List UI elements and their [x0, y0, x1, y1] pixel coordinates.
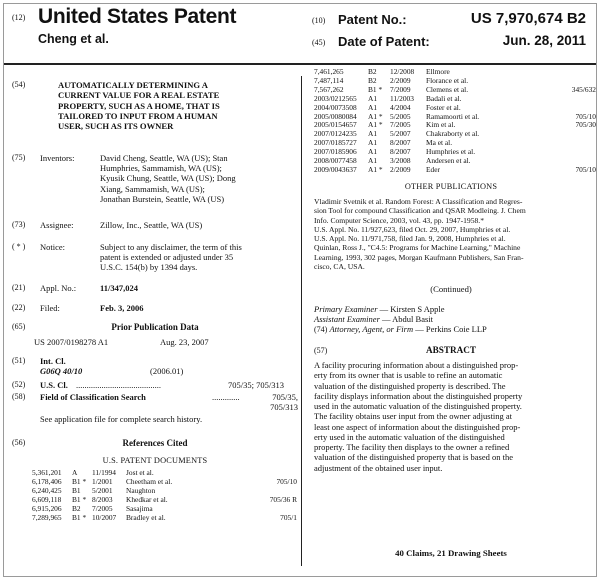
intcl-label: Int. Cl.	[40, 356, 66, 366]
ref-name: Bradley et al.	[126, 512, 166, 522]
ref-kind: B2	[368, 67, 377, 76]
patent-cover-page	[3, 3, 597, 577]
ref-name: Naughton	[126, 485, 156, 495]
inventor-line: Xiang, Sammamish, WA (US);	[100, 183, 205, 194]
search-label: Field of Classification Search	[40, 392, 146, 402]
search-code: (58)	[12, 392, 26, 401]
filed-value: Feb. 3, 2006	[100, 303, 144, 313]
ref-number: 6,240,425	[32, 485, 62, 495]
ref-kind: B2	[368, 75, 377, 85]
inventor-line: Jonathan Burstein, Seattle, WA (US)	[100, 193, 225, 204]
ref-date: 3/2008	[390, 156, 411, 166]
ref-date: 8/2007	[390, 138, 411, 148]
ref-number: 2007/0185906	[314, 147, 357, 157]
uscl-label: U.S. Cl.	[40, 380, 68, 390]
ref-kind: B1 *	[72, 476, 87, 486]
refs-code: (56)	[12, 438, 26, 447]
ref-kind: A1	[368, 129, 378, 139]
ref-kind: A1 *	[368, 120, 383, 130]
appl-label: Appl. No.:	[40, 283, 77, 293]
ref-name: Humphries et al.	[426, 147, 476, 157]
ref-date: 5/2007	[390, 129, 411, 139]
ref-number: 2007/0185727	[314, 138, 357, 148]
examiners	[314, 304, 596, 336]
ref-date: 8/2003	[92, 494, 113, 504]
ref-class: 705/10	[575, 111, 596, 121]
other-pub-line: sion Tool for compound Classification and QSAR Modleing. J. Chem	[314, 206, 526, 216]
ref-name: Cheetham et al.	[126, 476, 173, 486]
ref-number: 7,289,965	[32, 512, 62, 522]
ref-number: 2008/0077458	[314, 156, 357, 166]
abstract-line: A facility procuring information about a distinguished prop-	[314, 360, 519, 370]
other-pub-line: Quinlan, Ross J., "C4.5: Programs for Machine Learning," Machine	[314, 243, 521, 253]
assistant-examiner: — Abdul Basit	[382, 314, 434, 325]
abstract-line: erty from its owner that is usable to refine an automatic	[314, 370, 503, 381]
refs-heading: References Cited	[122, 438, 188, 448]
ref-name: Foster et al.	[426, 102, 461, 112]
other-pub-line: U.S. Appl. No. 11/927,623, filed Oct. 29, 2007, Humphries et al.	[314, 224, 511, 234]
ref-kind: B1 *	[72, 494, 87, 504]
other-pub-line: Vladimir Svetnik et al. Random Forest: A Classification and Regres-	[314, 197, 523, 206]
search-note: See application file for complete search history.	[40, 414, 203, 424]
ref-number: 5,361,201	[32, 468, 62, 477]
ref-kind: A1 *	[368, 164, 383, 174]
ref-date: 5/2005	[390, 111, 411, 121]
assistant-examiner-label: Assistant Examiner	[314, 314, 380, 325]
ref-date: 7/2005	[390, 120, 411, 130]
ref-date: 7/2009	[390, 84, 411, 94]
date-label: Date of Patent:	[338, 34, 430, 49]
code-12: (12)	[12, 13, 26, 22]
appl-code: (21)	[12, 283, 26, 292]
prior-pub-number: US 2007/0198278 A1	[34, 337, 109, 347]
abstract-line: used in the automatic valuation of the distinguished property.	[314, 401, 522, 411]
uscl-leader: ........................................	[76, 380, 161, 390]
invention-title	[58, 80, 298, 131]
attorney-code: (74)	[314, 325, 328, 335]
ref-name: Ellmore	[426, 67, 450, 76]
column-divider	[301, 76, 302, 566]
intcl-class: G06Q 40/10	[40, 366, 83, 376]
header-rule	[4, 63, 596, 65]
continued-note: (Continued)	[430, 284, 472, 294]
ref-name: Kim et al.	[426, 120, 456, 130]
ref-name: Chakraborty et al.	[426, 129, 480, 139]
ref-class	[554, 139, 596, 148]
patent-number: US 7,970,674 B2	[470, 10, 586, 27]
ref-name: Badali et al.	[426, 93, 462, 103]
search-value-1: 705/35,	[272, 392, 298, 402]
ref-date: 10/2007	[92, 512, 117, 522]
ref-date: 4/2004	[390, 102, 411, 112]
abstract-line: facility displays information about the distinguished property	[314, 390, 523, 401]
ref-number: 2005/0080084	[314, 111, 357, 121]
ref-date: 11/1994	[92, 468, 116, 477]
ref-class	[554, 95, 596, 104]
ref-name: Khedkar et al.	[126, 494, 168, 504]
primary-examiner-label: Primary Examiner	[314, 304, 378, 314]
code-10: (10)	[312, 16, 326, 25]
us-refs-table-right	[314, 68, 596, 175]
notice-line: Subject to any disclaimer, the term of this	[100, 242, 242, 252]
ref-date: 8/2007	[390, 147, 411, 157]
ref-date: 2/2009	[390, 164, 411, 174]
ref-kind: B1	[72, 485, 81, 495]
inventors-short: Cheng et al.	[38, 32, 109, 46]
inventors-list	[100, 153, 298, 204]
title-line: TAILORED TO INPUT FROM A HUMAN	[58, 110, 218, 121]
ref-class	[554, 130, 596, 139]
ref-date: 11/2003	[390, 93, 414, 103]
ref-class: 705/10	[575, 164, 596, 174]
assignee-label: Assignee:	[40, 220, 74, 230]
ref-kind: A1	[368, 93, 378, 103]
notice-text	[100, 242, 298, 273]
prior-code: (65)	[12, 322, 26, 331]
ref-number: 7,487,114	[314, 75, 344, 85]
uscl-value: 705/35; 705/313	[228, 380, 284, 390]
ref-kind: A	[72, 468, 78, 477]
attorney-label: Attorney, Agent, or Firm	[329, 324, 414, 335]
title-code: (54)	[12, 80, 26, 89]
inventors-label: Inventors:	[40, 153, 75, 163]
reference-row	[314, 166, 596, 175]
title-line: USER, SUCH AS ITS OWNER	[58, 121, 174, 132]
ref-date: 5/2001	[92, 485, 113, 495]
ref-class	[554, 68, 596, 77]
abstract-line: erty used in the automatic valuation of the distinguished	[314, 431, 505, 442]
abstract-line: The facility obtains user input from the owner adjusting at	[314, 411, 513, 422]
title-line: AUTOMATICALLY DETERMINING A	[58, 80, 208, 90]
assignee-value: Zillow, Inc., Seattle, WA (US)	[100, 220, 203, 230]
ref-name: Ramamoorti et al.	[426, 111, 480, 121]
ref-name: Sasajima	[126, 503, 153, 513]
reference-row	[32, 514, 297, 523]
ref-date: 1/2001	[92, 476, 113, 486]
appl-value: 11/347,024	[100, 283, 139, 293]
ref-date: 12/2008	[390, 67, 415, 76]
abstract-line: adjustment of the obtained user input.	[314, 462, 443, 473]
notice-code: ( * )	[12, 242, 26, 251]
ref-number: 2009/0043637	[314, 164, 357, 174]
ref-class	[554, 148, 596, 157]
ref-kind: A1	[368, 156, 378, 166]
ref-name: Florance et al.	[426, 75, 469, 85]
filed-label: Filed:	[40, 303, 60, 313]
ref-kind: B1 *	[72, 512, 87, 522]
other-pub-line: cisco, CA, USA.	[314, 262, 365, 272]
ref-kind: A1	[368, 102, 378, 112]
attorney: — Perkins Coie LLP	[415, 324, 487, 335]
ref-kind: A1	[368, 147, 378, 157]
ref-class: 705/1	[280, 512, 297, 522]
notice-line: patent is extended or adjusted under 35	[100, 252, 234, 263]
title-line: PROPERTY, SUCH AS A HOME, THAT IS	[58, 100, 220, 111]
other-pub-line: U.S. Appl. No. 11/971,758, filed Jan. 9, 2008, Humphries et al.	[314, 234, 506, 244]
notice-label: Notice:	[40, 242, 66, 252]
document-title: United States Patent	[38, 5, 237, 28]
notice-line: U.S.C. 154(b) by 1394 days.	[100, 262, 198, 273]
ref-kind: A1	[368, 138, 378, 148]
assignee-code: (73)	[12, 220, 26, 229]
abstract-line: valuation of the distinguished property is described. The	[314, 380, 506, 391]
primary-examiner: — Kirsten S Apple	[379, 304, 445, 314]
uscl-code: (52)	[12, 380, 26, 389]
refs-subheading: U.S. PATENT DOCUMENTS	[102, 456, 208, 465]
ref-class: 705/36 R	[269, 494, 297, 504]
other-pub-line: Learning, 1993, 302 pages, Morgan Kaufmann Publishers, San Fran-	[314, 252, 524, 262]
abstract-line: property. The facility then displays to the owner a refined	[314, 442, 510, 452]
ref-name: Jost et al.	[126, 468, 154, 477]
inventor-line: Humphries, Sammamish, WA (US);	[100, 163, 222, 174]
us-refs-table-left	[32, 469, 297, 522]
ref-number: 7,461,265	[314, 67, 344, 76]
inventors-code: (75)	[12, 153, 26, 162]
patent-date: Jun. 28, 2011	[502, 33, 586, 48]
ref-number: 2004/0073508	[314, 102, 357, 112]
ref-name: Andersen et al.	[426, 156, 471, 166]
intcl-year: (2006.01)	[150, 366, 184, 376]
ref-class: 705/10	[276, 476, 297, 486]
ref-number: 2005/0154657	[314, 120, 357, 130]
filed-code: (22)	[12, 303, 26, 312]
other-publications	[314, 197, 596, 271]
inventor-line: David Cheng, Seattle, WA (US); Stan	[100, 153, 228, 163]
abstract-line: least one aspect of information about the distinguished prop-	[314, 421, 521, 432]
abstract-text	[314, 360, 596, 473]
inventor-line: Kyusik Chung, Seattle, WA (US); Dong	[100, 173, 236, 184]
intcl-code: (51)	[12, 356, 26, 365]
search-value-2: 705/313	[270, 402, 298, 412]
ref-number: 6,609,118	[32, 494, 62, 504]
abstract-code: (57)	[314, 346, 328, 355]
ref-date: 7/2005	[92, 503, 113, 513]
code-45: (45)	[312, 38, 326, 47]
title-line: CURRENT VALUE FOR A REAL ESTATE	[58, 90, 220, 101]
ref-number: 6,915,206	[32, 503, 62, 513]
abstract-line: valuation of the distinguished property that is based on the	[314, 452, 514, 463]
ref-number: 2003/0212565	[314, 93, 357, 103]
prior-heading: Prior Publication Data	[111, 322, 199, 332]
ref-class: 705/30	[575, 120, 596, 130]
ref-name: Clemens et al.	[426, 84, 469, 94]
ref-number: 2007/0124235	[314, 129, 357, 139]
ref-name: Eder	[426, 164, 440, 174]
ref-date: 2/2009	[390, 75, 411, 85]
claims-summary: 40 Claims, 21 Drawing Sheets	[395, 548, 507, 558]
ref-kind: A1 *	[368, 111, 383, 121]
ref-name: Ma et al.	[426, 138, 453, 148]
other-publications-heading: OTHER PUBLICATIONS	[404, 182, 498, 191]
ref-class: 345/632	[571, 84, 596, 94]
other-pub-line: Info. Computer Science, 2003, vol. 43, pp. 1947-1958.*	[314, 215, 484, 225]
search-leader: .............	[212, 392, 240, 402]
patent-no-label: Patent No.:	[338, 12, 407, 27]
abstract-heading: ABSTRACT	[425, 345, 477, 355]
ref-kind: B2	[72, 503, 81, 513]
prior-pub-date: Aug. 23, 2007	[160, 337, 209, 347]
ref-number: 6,178,406	[32, 476, 62, 486]
ref-number: 7,567,262	[314, 84, 344, 94]
ref-kind: B1 *	[368, 84, 383, 94]
